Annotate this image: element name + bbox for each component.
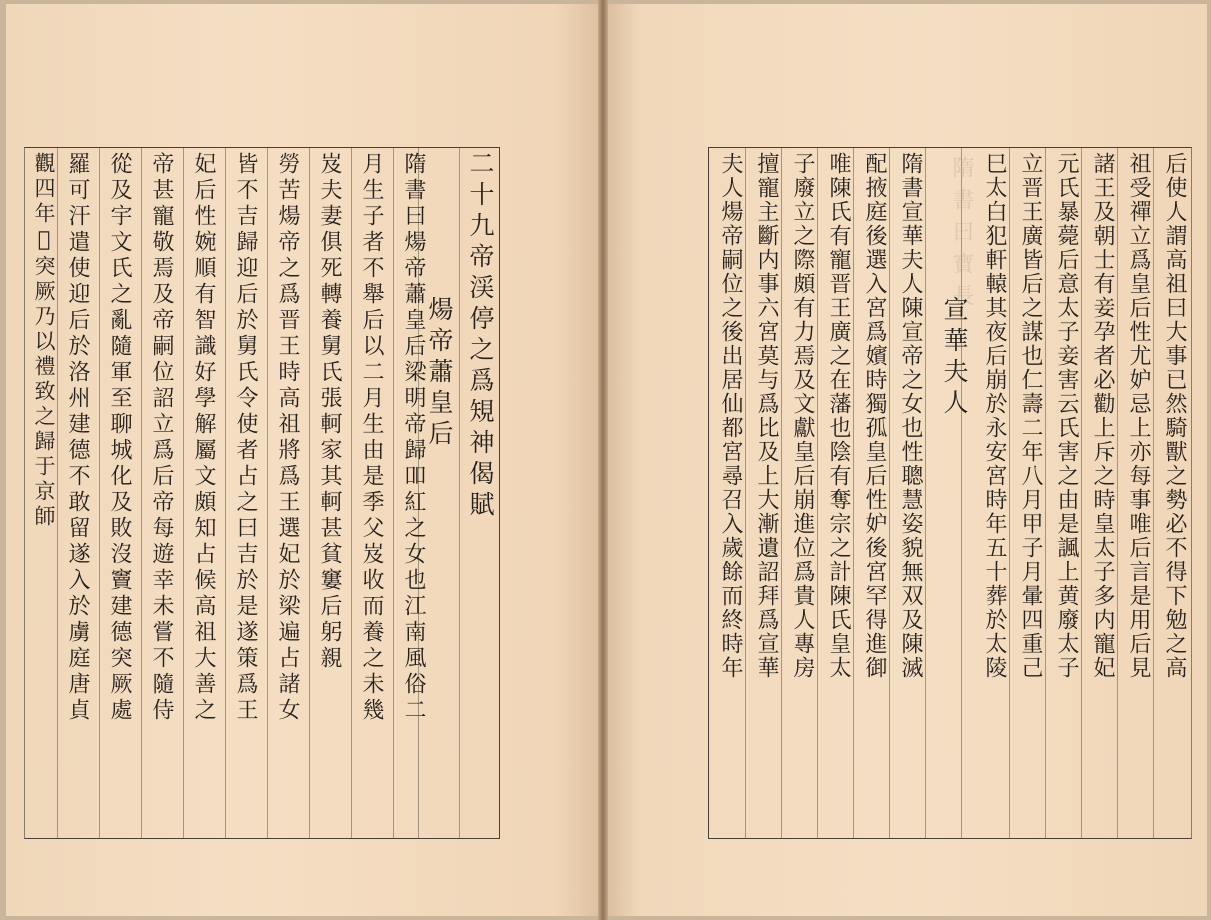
- text-column: 帝甚寵敬焉及帝嗣位詔立爲后帝每遊幸未嘗不隨侍: [149, 152, 174, 724]
- text-column: 隋書曰煬帝蕭皇后梁明帝歸吅紅之女也江南風俗二: [401, 152, 426, 724]
- text-column: 夫人煬帝嗣位之後出居仙都宮尋召入歲餘而終時年: [718, 152, 743, 680]
- text-column: 皆不吉歸迎后於舅氏令使者占之曰吉於是遂策爲王: [233, 152, 258, 724]
- text-column: 觀四年𢧐突厥乃以禮致之歸于京師: [32, 152, 56, 530]
- text-column: 巳太白犯軒轅其夜后崩於永安宮時年五十葬於太陵: [982, 152, 1007, 680]
- ink-bleed-through: 隋書曰寶長: [949, 156, 974, 316]
- column-rule: [351, 148, 352, 838]
- book-gutter: [598, 0, 608, 920]
- section-title: 宣華夫人: [940, 296, 969, 420]
- text-column: 子廢立之際頗有力焉及文獻皇后崩進位爲貴人專房: [790, 152, 815, 680]
- column-rule: [267, 148, 268, 838]
- text-column: 后使人謂高祖曰大事已然騎獸之勢必不得下勉之高: [1162, 152, 1187, 680]
- text-column: 祖受禪立爲皇后性尤妒忌上亦每事唯后言是用后見: [1126, 152, 1151, 680]
- column-rule: [183, 148, 184, 838]
- text-column: 唯陳氏有寵晋王廣之在藩也陰有奪宗之計陳氏皇太: [826, 152, 851, 680]
- text-column: 月生子者不舉后以二月生由是季父岌收而養之未幾: [359, 152, 384, 724]
- chapter-heading: 二十九帝渓停之爲䂓神偈賦: [466, 150, 495, 522]
- section-title: 煬帝蕭皇后: [425, 296, 454, 451]
- text-column: 勞苦煬帝之爲晋王時高祖將爲王選妃於梁遍占諸女: [275, 152, 300, 724]
- column-rule: [225, 148, 226, 838]
- text-column: 從及宇文氏之亂隨軍至聊城化及敗沒竇建德突厥處: [107, 152, 132, 724]
- column-rule: [961, 148, 962, 838]
- text-column: 立晋王廣皆后之謀也仁壽二年八月甲子月暈四重己: [1018, 152, 1043, 680]
- text-column: 岌夫妻俱死轉養舅氏張軻家其軻甚貧窶后躬親: [317, 152, 342, 672]
- text-column: 配掖庭後選入宮爲嬪時獨孤皇后性妒後宮罕得進御: [862, 152, 887, 680]
- text-column: 擅寵主斷内事六宮莫与爲比及上大漸遺詔拜爲宣華: [754, 152, 779, 680]
- text-column: 元氏暴薨后意太子妾害云氏害之由是諷上黄廢太子: [1054, 152, 1079, 680]
- column-rule: [459, 148, 460, 838]
- text-column: 羅可汗遣使迎后於洛州建德不敢留遂入於虜庭唐貞: [65, 152, 90, 724]
- text-column: 妃后性婉順有智識好學解屬文頗知占候高祖大善之: [191, 152, 216, 724]
- text-column: 隋書宣華夫人陳宣帝之女也性聰慧姿貌無双及陳滅: [898, 152, 923, 680]
- column-rule: [309, 148, 310, 838]
- column-rule: [141, 148, 142, 838]
- column-rule: [393, 148, 394, 838]
- text-column: 諸王及朝士有妾孕者必勸上斥之時皇太子多内寵妃: [1090, 152, 1115, 680]
- column-rule: [99, 148, 100, 838]
